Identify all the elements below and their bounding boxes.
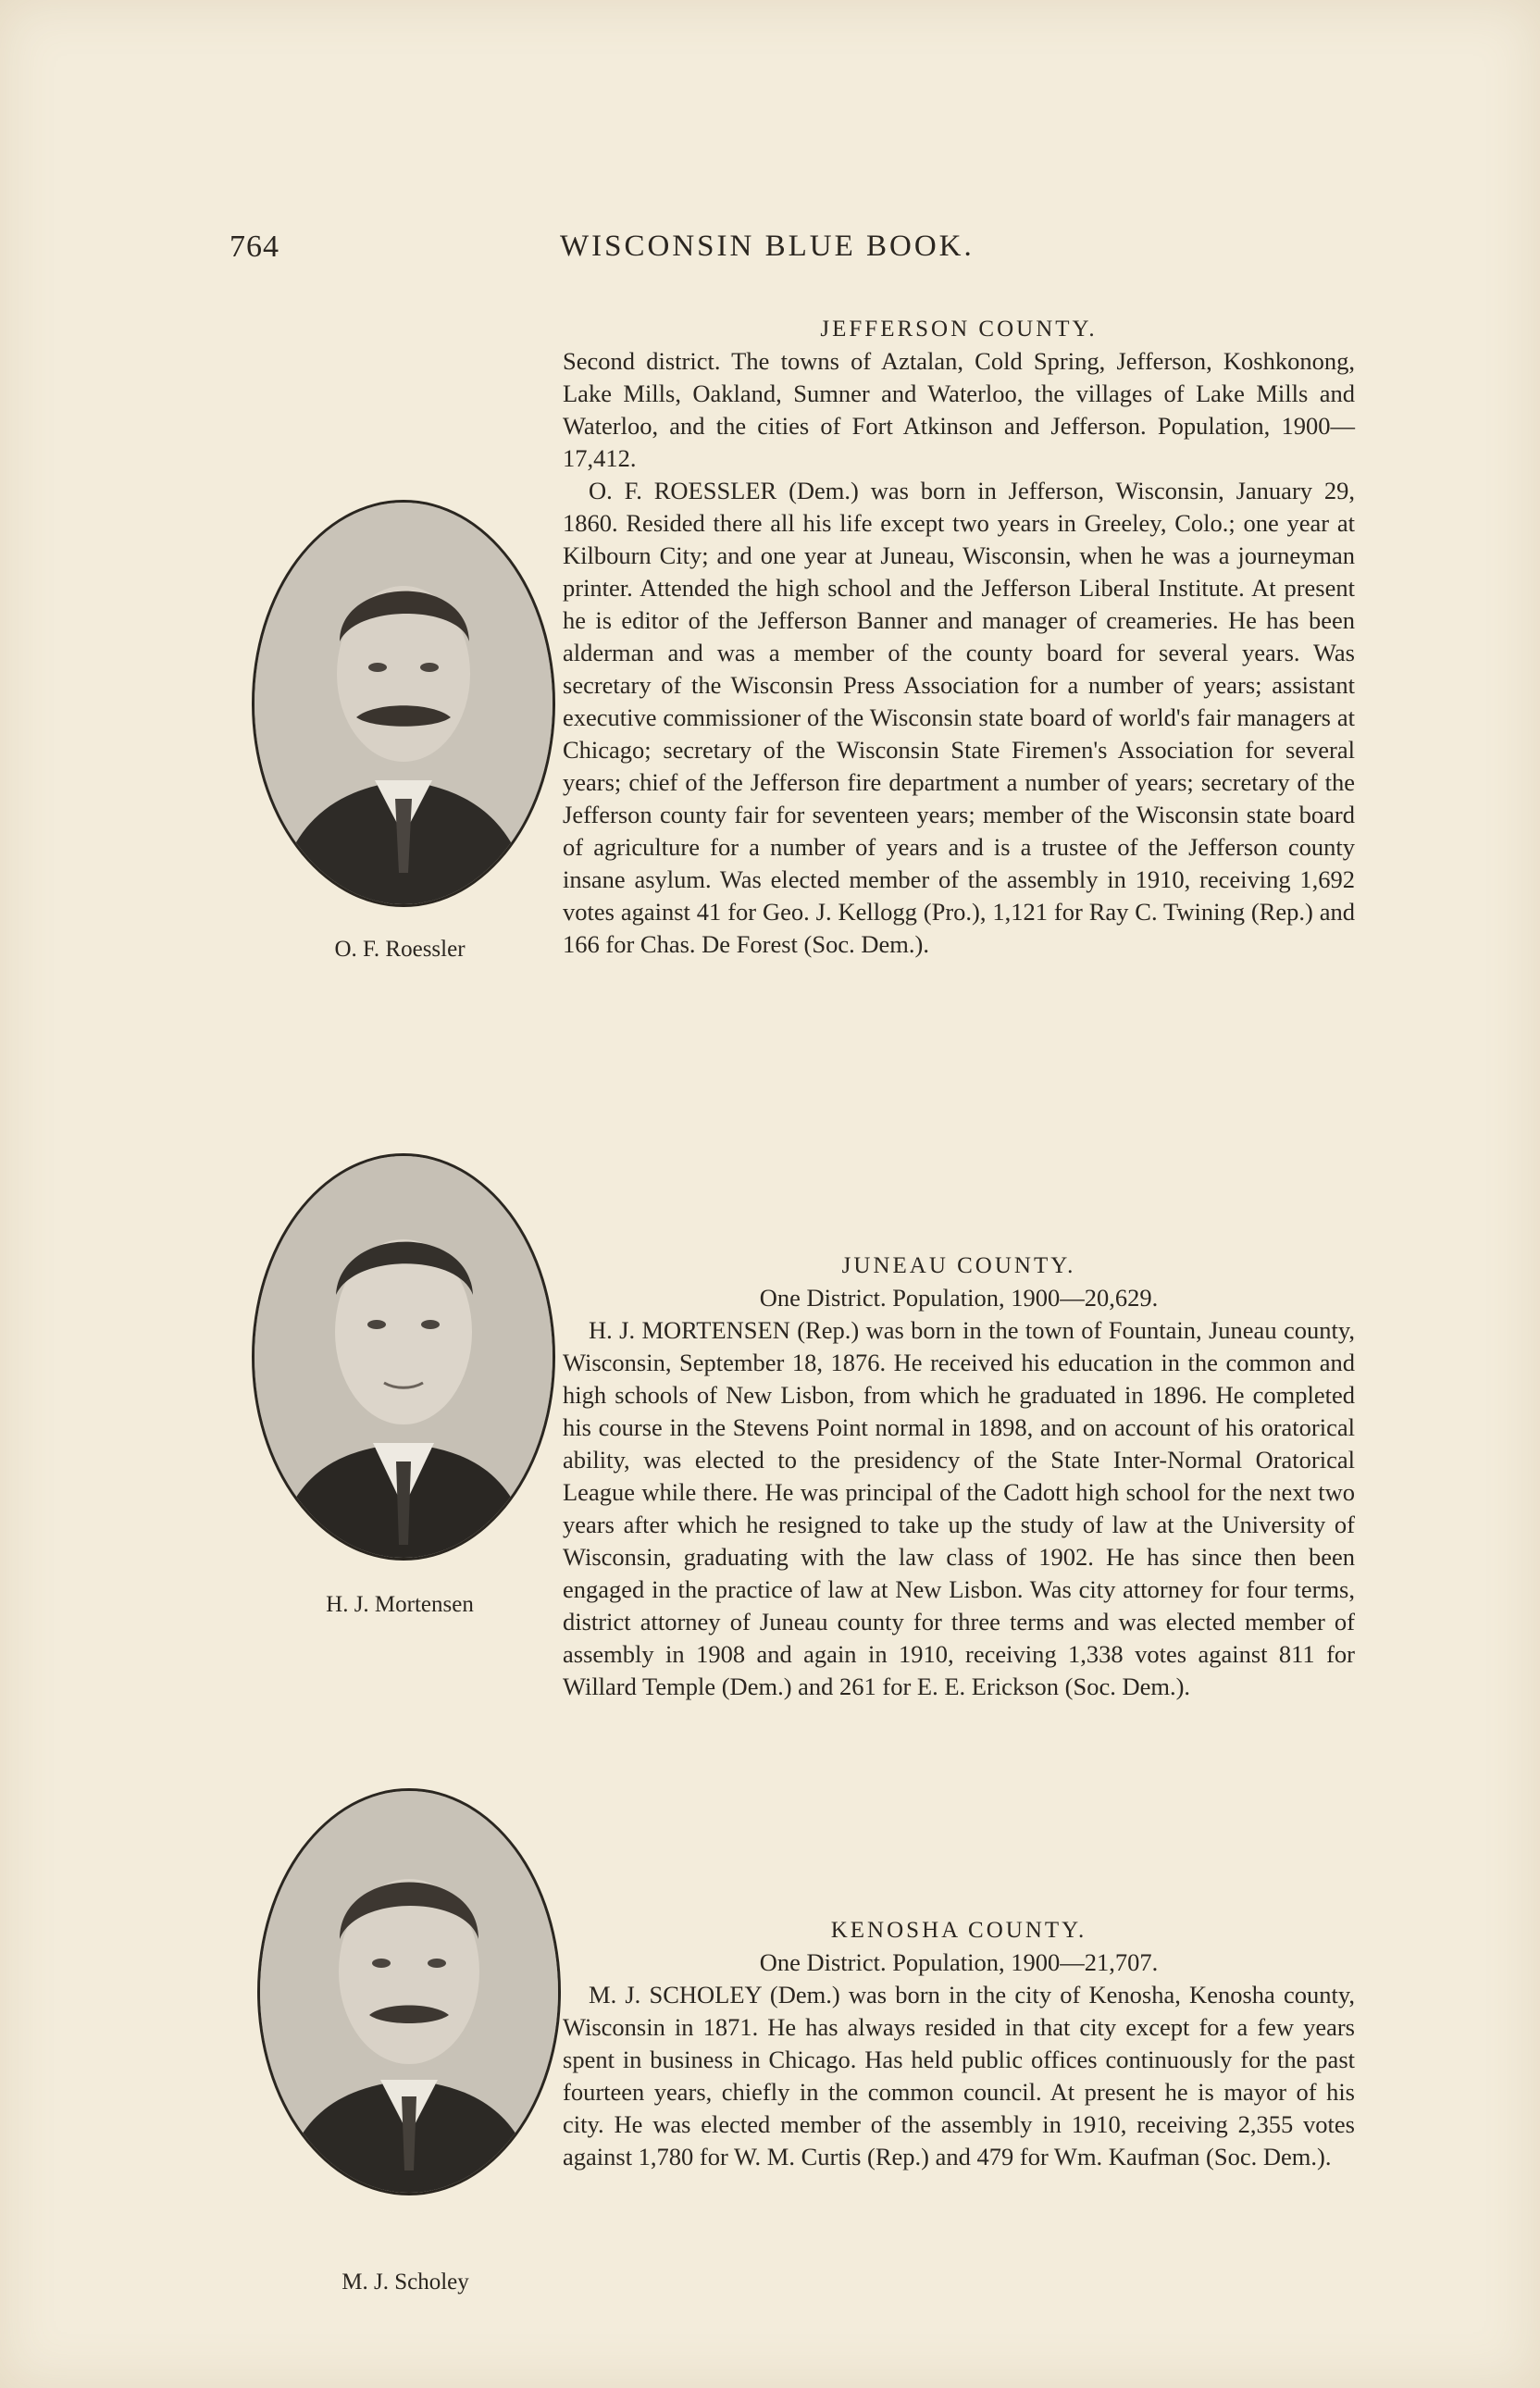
running-title: WISCONSIN BLUE BOOK. [560,230,975,263]
county-heading-jefferson: JEFFERSON COUNTY. [820,317,1098,342]
biography-scholey: M. J. SCHOLEY (Dem.) was born in the city of Kenosha, Kenosha county, Wisconsin in 1871. He has always resided in that city except for a few years spent in business in Chicago. Has held public offices continuously for the past fourteen years, chiefly in the common council. At present he is mayor of his city. He was elected member of the assembly in 1910, receiving 2,355 votes against 1,780 for W. M. Curtis (Rep.) and 479 for Wm. Kaufman (Soc. Dem.). [563,1981,1355,2170]
portrait-mortensen-image [255,1156,553,1558]
juneau-section [563,1250,1355,1703]
caption-roessler: O. F. Roessler [334,937,466,962]
portrait-scholey-image [260,1791,558,2193]
caption-mortensen: H. J. Mortensen [326,1592,474,1617]
district-kenosha: One District. Population, 1900—21,707. [759,1948,1159,1976]
caption-scholey: M. J. Scholey [342,2270,469,2295]
page-number: 764 [230,230,279,264]
portrait-mortensen [252,1153,555,1561]
jefferson-section [563,313,1355,961]
biography-mortensen: H. J. MORTENSEN (Rep.) was born in the town of Fountain, Juneau county, Wisconsin, September 18, 1876. He received his education in the common and high schools of New Lisbon, from which he graduated in 1896. He completed his course in the Stevens Point normal in 1898, and on account of his oratorical ability, was elected to the presidency of the State Inter-Normal Oratorical League while there. He was principal of the Cadott high school for the next two years after which he resigned to take up the study of law at the University of Wisconsin, graduating with the law class of 1902. He has since then been engaged in the practice of law at New Lisbon. Was city attorney for four terms, district attorney of Juneau county for three terms and was elected member of assembly in 1908 and again in 1910, receiving 1,338 votes against 811 for Willard Temple (Dem.) and 261 for E. E. Erickson (Soc. Dem.). [563,1316,1355,1700]
district-juneau: One District. Population, 1900—20,629. [759,1284,1159,1312]
portrait-roessler [252,500,555,907]
district-jefferson: Second district. The towns of Aztalan, Cold Spring, Jefferson, Koshkonong, Lake Mills, Oakland, Sumner and Waterloo, the villages of Lake Mills and Waterloo, and the cities of Fort Atkinson and Jefferson. Population, 1900—17,412. [563,347,1355,472]
county-heading-kenosha: KENOSHA COUNTY. [830,1918,1087,1943]
portrait-roessler-image [255,503,553,904]
portrait-scholey [257,1788,561,2195]
kenosha-section [563,1914,1355,2173]
biography-roessler: O. F. ROESSLER (Dem.) was born in Jefferson, Wisconsin, January 29, 1860. Resided there all his life except two years in Greeley, Colo.; one year at Kilbourn City; and one year at Juneau, Wisconsin, when he was a journeyman printer. Attended the high school and the Jefferson Liberal Institute. At present he is editor of the Jefferson Banner and manager of creameries. He has been alderman and was a member of the county board for several years. Was secretary of the Wisconsin Press Association for a number of years; assistant executive commissioner of the Wisconsin state board of world's fair managers at Chicago; secretary of the Wisconsin State Firemen's Association for several years; chief of the Jefferson fire department a number of years; secretary of the Jefferson county fair for seventeen years; member of the Wisconsin state board of agriculture for a number of years and is a trustee of the Jefferson county insane asylum. Was elected member of the assembly in 1910, receiving 1,692 votes against 41 for Geo. J. Kellogg (Pro.), 1,121 for Ray C. Twining (Rep.) and 166 for Chas. De Forest (Soc. Dem.). [563,477,1355,958]
county-heading-juneau: JUNEAU COUNTY. [841,1253,1076,1278]
